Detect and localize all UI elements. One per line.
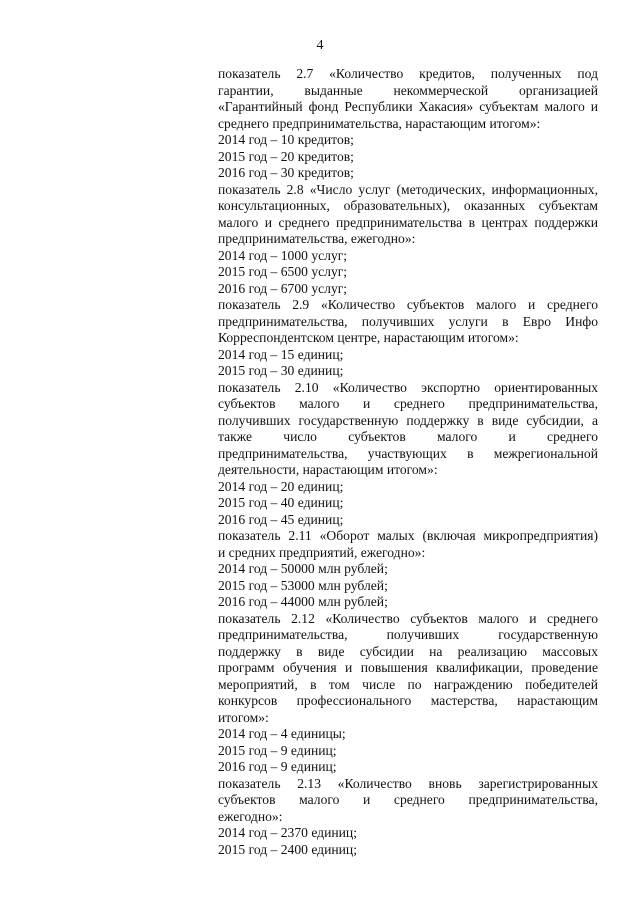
document-line: поддержку в виде субсидии на реализацию массовых	[218, 643, 598, 659]
document-line: и средних предприятий, ежегодно»:	[218, 544, 426, 560]
document-line: 2014 год – 20 единиц;	[218, 478, 344, 494]
document-line: 2016 год – 6700 услуг;	[218, 280, 348, 296]
document-line: 2014 год – 2370 единиц;	[218, 825, 357, 840]
document-line: «Гарантийный фонд Республики Хакасия» субъектам малого и	[218, 99, 598, 114]
document-line: показатель 2.8 «Число услуг (методических, информационных,	[218, 181, 598, 197]
document-line: 2015 год – 20 кредитов;	[218, 148, 354, 164]
document-line: консультационных, образовательных), оказанных субъектам	[218, 198, 598, 213]
document-line: показатель 2.9 «Количество субъектов малого и среднего	[218, 297, 598, 312]
document-line: итогом»:	[218, 709, 269, 725]
document-line: 2016 год – 45 единиц;	[218, 511, 344, 527]
document-line: 2016 год – 30 кредитов;	[218, 165, 354, 180]
page-number: 4	[316, 38, 324, 53]
document-line: 2014 год – 50000 млн рублей;	[218, 561, 388, 576]
document-line: программ обучения и повышения квалификации, проведение	[218, 660, 598, 675]
document-line: показатель 2.12 «Количество субъектов малого и среднего	[218, 610, 598, 626]
document-line: ежегодно»:	[218, 808, 283, 824]
document-line: 2014 год – 1000 услуг;	[218, 247, 348, 263]
document-line: 2015 год – 30 единиц;	[218, 363, 344, 378]
document-line: 2015 год – 53000 млн рублей;	[218, 577, 388, 593]
document-line: малого и среднего предпринимательства в центрах поддержки	[218, 214, 598, 230]
document-line: среднего предпринимательства, нарастающим итогом»:	[218, 115, 541, 131]
document-line: Корреспондентском центре, нарастающим итогом»:	[218, 330, 519, 345]
document-line: предпринимательства, получивших государственную	[218, 627, 598, 642]
document-line: 2014 год – 15 единиц;	[218, 346, 344, 362]
document-line: показатель 2.10 «Количество экспортно ориентированных	[218, 379, 598, 395]
document-line: получивших государственную поддержку в виде субсидии, а	[218, 412, 598, 428]
document-line: также число субъектов малого и среднего	[218, 429, 598, 444]
document-line: показатель 2.7 «Количество кредитов, полученных под	[218, 66, 598, 81]
document-line: 2015 год – 2400 единиц;	[218, 841, 357, 857]
document-line: 2016 год – 9 единиц;	[218, 759, 337, 774]
document-line: 2016 год – 44000 млн рублей;	[218, 594, 388, 609]
document-body	[218, 66, 598, 858]
document-line: предпринимательства, получивших услуги в Евро Инфо	[218, 313, 598, 329]
document-line: 2015 год – 40 единиц;	[218, 495, 344, 510]
document-line: предпринимательства, участвующих в межрегиональной	[218, 445, 598, 461]
document-line: показатель 2.13 «Количество вновь зарегистрированных	[218, 775, 598, 791]
document-line: 2015 год – 6500 услуг;	[218, 264, 348, 279]
document-line: деятельности, нарастающим итогом»:	[218, 462, 438, 477]
document-line: субъектов малого и среднего предпринимательства,	[218, 792, 598, 807]
document-line: гарантии, выданные некоммерческой организацией	[218, 82, 598, 98]
document-line: мероприятий, в том числе по награждению победителей	[218, 676, 598, 692]
document-line: предпринимательства, ежегодно»:	[218, 231, 416, 246]
document-line: показатель 2.11 «Оборот малых (включая микропредприятия)	[218, 528, 598, 543]
document-line: 2015 год – 9 единиц;	[218, 742, 337, 758]
document-line: 2014 год – 10 кредитов;	[218, 132, 354, 147]
document-line: конкурсов профессионального мастерства, нарастающим	[218, 693, 598, 708]
document-line: 2014 год – 4 единицы;	[218, 726, 346, 741]
document-line: субъектов малого и среднего предпринимательства,	[218, 396, 598, 411]
